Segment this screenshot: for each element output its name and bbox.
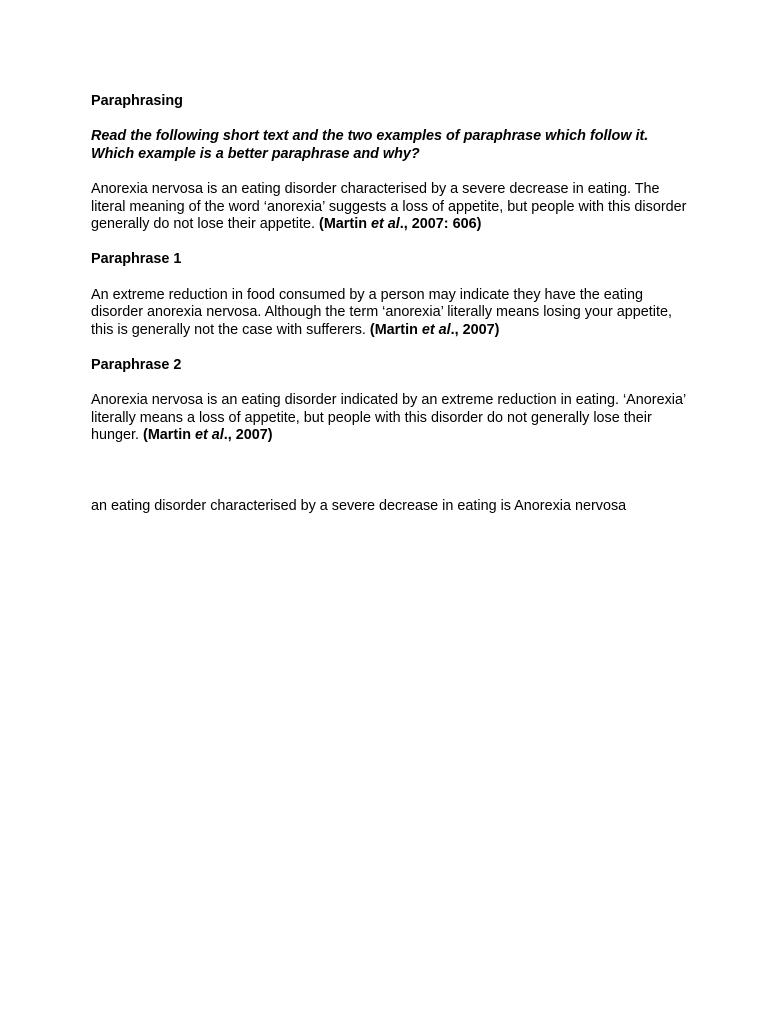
- paraphrase-2-passage: [91, 392, 691, 445]
- original-cite-etal: et al: [371, 216, 400, 233]
- paraphrase-2-cite-etal: et al: [195, 427, 224, 444]
- original-text: Anorexia nervosa is an eating disorder characterised by a severe decrease in eating. The literal meaning of the word ‘anorexia’ suggests a loss of appetite, but people with this disorder generally do not lose their appetite.: [91, 180, 687, 233]
- user-attempt-text: an eating disorder characterised by a severe decrease in eating is Anorexia nervosa: [91, 497, 627, 514]
- paraphrase-2-cite-author: Martin: [147, 427, 191, 444]
- page-title: Paraphrasing: [91, 93, 183, 109]
- paraphrase-2-heading: Paraphrase 2: [91, 356, 182, 373]
- original-citation: (Martin et al., 2007: 606): [319, 216, 482, 233]
- paraphrase-2-text: Anorexia nervosa is an eating disorder indicated by an extreme reduction in eating. ‘Anorexia’ literally means a loss of appetite, but people with this disorder do not generally lose their hunger.: [91, 392, 686, 444]
- original-cite-rest: ., 2007: 606): [399, 216, 482, 233]
- paraphrase-1-heading: Paraphrase 1: [91, 251, 182, 268]
- original-cite-author: Martin: [323, 216, 367, 233]
- paraphrase-1-passage: [91, 287, 691, 340]
- paraphrase-1-cite-rest: ., 2007): [450, 321, 500, 338]
- paraphrase-1-cite-author: Martin: [374, 321, 418, 338]
- instruction-text: Read the following short text and the two examples of paraphrase which follow it. Which example is a better paraphrase and why?: [91, 128, 649, 162]
- paraphrase-2-cite-rest: ., 2007): [223, 427, 273, 444]
- document-body: [91, 93, 691, 515]
- paraphrase-1-cite-etal: et al: [421, 321, 451, 338]
- paraphrase-1-citation: (Martin et al., 2007): [369, 321, 500, 338]
- paraphrase-2-citation: (Martin et al., 2007): [143, 427, 273, 444]
- original-passage: [91, 181, 691, 234]
- paraphrase-1-text: An extreme reduction in food consumed by a person may indicate they have the eating disorder anorexia nervosa. Although the term ‘anorexia’ literally means losing your appetite, this is generally not the case with sufferers.: [91, 286, 673, 338]
